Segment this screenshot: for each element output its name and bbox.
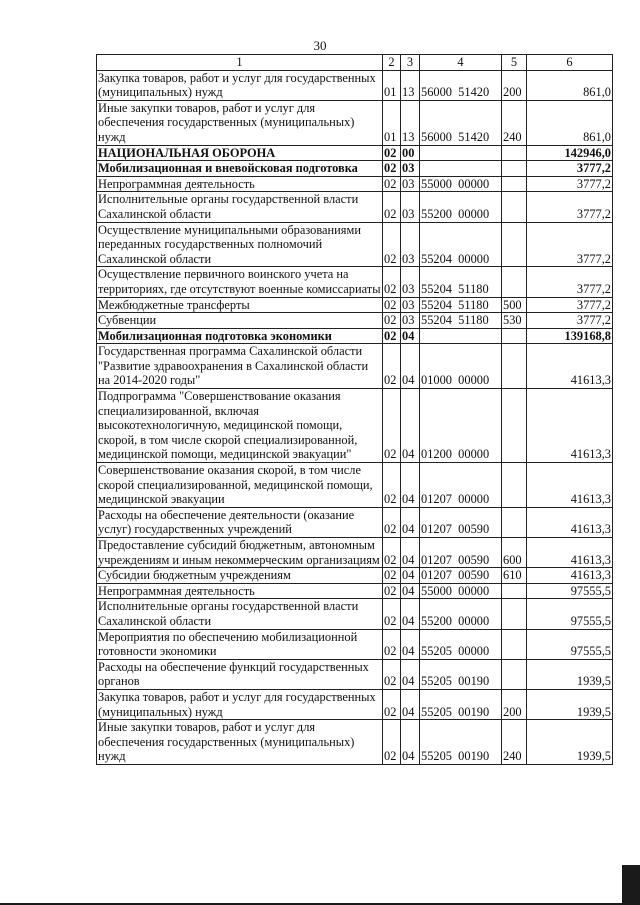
row-amount: 41613,3 — [527, 568, 613, 584]
row-amount: 1939,5 — [527, 720, 613, 765]
row-section: 02 — [383, 328, 401, 344]
row-name: НАЦИОНАЛЬНАЯ ОБОРОНА — [97, 145, 383, 161]
row-amount: 861,0 — [527, 70, 613, 100]
row-amount: 139168,8 — [527, 328, 613, 344]
row-expense-type — [502, 463, 527, 508]
budget-table — [96, 54, 613, 765]
row-section: 01 — [383, 100, 401, 145]
row-amount: 3777,2 — [527, 176, 613, 192]
row-subsection: 03 — [401, 297, 420, 313]
row-amount: 1939,5 — [527, 659, 613, 689]
row-subsection: 04 — [401, 507, 420, 537]
row-name: Осуществление муниципальными образованиями переданных государственных полномочий Сахалинской области — [97, 222, 383, 267]
row-name: Мобилизационная и вневойсковая подготовка — [97, 161, 383, 177]
row-section: 02 — [383, 176, 401, 192]
row-subsection: 03 — [401, 192, 420, 222]
row-amount: 861,0 — [527, 100, 613, 145]
row-amount: 97555,5 — [527, 629, 613, 659]
row-subsection: 00 — [401, 145, 420, 161]
row-target-code — [420, 145, 502, 161]
row-section: 02 — [383, 222, 401, 267]
table-row — [97, 70, 613, 100]
table-row — [97, 297, 613, 313]
row-target-code: 01000 00000 — [420, 344, 502, 389]
row-expense-type: 200 — [502, 689, 527, 719]
table-row — [97, 100, 613, 145]
table-row — [97, 192, 613, 222]
table-row — [97, 629, 613, 659]
row-target-code: 55204 51180 — [420, 267, 502, 297]
header-col-5: 5 — [502, 55, 527, 71]
row-name: Иные закупки товаров, работ и услуг для обеспечения государственных (муниципальных) нужд — [97, 100, 383, 145]
row-expense-type: 240 — [502, 100, 527, 145]
table-row — [97, 689, 613, 719]
table-row — [97, 583, 613, 599]
header-col-6: 6 — [527, 55, 613, 71]
row-target-code: 01207 00590 — [420, 507, 502, 537]
table-row — [97, 222, 613, 267]
row-target-code: 55204 00000 — [420, 222, 502, 267]
row-amount: 142946,0 — [527, 145, 613, 161]
row-amount: 97555,5 — [527, 599, 613, 629]
row-section: 02 — [383, 689, 401, 719]
row-target-code: 56000 51420 — [420, 70, 502, 100]
table-row — [97, 313, 613, 329]
row-section: 02 — [383, 145, 401, 161]
row-expense-type — [502, 176, 527, 192]
row-name: Межбюджетные трансферты — [97, 297, 383, 313]
row-amount: 3777,2 — [527, 267, 613, 297]
row-expense-type — [502, 583, 527, 599]
row-target-code: 55000 00000 — [420, 176, 502, 192]
table-row — [97, 599, 613, 629]
table-row — [97, 145, 613, 161]
row-subsection: 13 — [401, 100, 420, 145]
row-name: Осуществление первичного воинского учета на территориях, где отсутствуют военные комиссариаты — [98, 267, 381, 296]
row-section: 02 — [383, 629, 401, 659]
row-subsection: 04 — [401, 389, 420, 463]
row-name: Расходы на обеспечение функций государственных органов — [97, 659, 383, 689]
row-subsection: 04 — [401, 328, 420, 344]
row-target-code: 01200 00000 — [420, 389, 502, 463]
row-subsection: 03 — [401, 161, 420, 177]
row-target-code: 55205 00000 — [420, 629, 502, 659]
row-name: Субвенции — [97, 313, 383, 329]
row-subsection: 04 — [401, 599, 420, 629]
row-amount: 41613,3 — [527, 538, 613, 568]
row-expense-type — [502, 389, 527, 463]
row-expense-type — [502, 222, 527, 267]
row-section: 02 — [383, 720, 401, 765]
row-target-code: 01207 00000 — [420, 463, 502, 508]
row-name: Подпрограмма "Совершенствование оказания специализированной, включая высокотехнологичную, медицинской помощи, скорой, в том числе скорой специализированной, медицинской помощи, медицинской эвакуации" — [97, 389, 383, 463]
row-section: 02 — [383, 463, 401, 508]
row-section: 02 — [383, 538, 401, 568]
row-expense-type — [502, 328, 527, 344]
row-section: 02 — [383, 507, 401, 537]
scan-corner-mark — [622, 865, 640, 905]
table-row — [97, 344, 613, 389]
header-col-1: 1 — [97, 55, 383, 71]
row-name: Непрограммная деятельность — [97, 176, 383, 192]
header-col-2: 2 — [383, 55, 401, 71]
row-expense-type: 500 — [502, 297, 527, 313]
row-subsection: 04 — [401, 720, 420, 765]
row-section: 02 — [383, 344, 401, 389]
row-name: Расходы на обеспечение деятельности (оказание услуг) государственных учреждений — [97, 507, 383, 537]
row-target-code: 55204 51180 — [420, 313, 502, 329]
row-name: Исполнительные органы государственной власти Сахалинской области — [97, 599, 383, 629]
row-subsection: 04 — [401, 629, 420, 659]
row-section: 02 — [383, 389, 401, 463]
row-target-code: 55000 00000 — [420, 583, 502, 599]
row-section: 01 — [383, 70, 401, 100]
row-section: 02 — [383, 297, 401, 313]
row-section: 02 — [383, 659, 401, 689]
row-subsection: 04 — [401, 344, 420, 389]
row-name: Исполнительные органы государственной власти Сахалинской области — [97, 192, 383, 222]
row-name: Предоставление субсидий бюджетным, автономным учреждениям и иным некоммерческим организациям — [97, 538, 383, 568]
row-name: Иные закупки товаров, работ и услуг для обеспечения государственных (муниципальных) нужд — [97, 720, 383, 765]
row-target-code: 55200 00000 — [420, 192, 502, 222]
row-subsection: 03 — [401, 222, 420, 267]
row-name: Непрограммная деятельность — [97, 583, 383, 599]
row-expense-type: 600 — [502, 538, 527, 568]
table-row — [97, 267, 613, 297]
table-row — [97, 568, 613, 584]
row-subsection: 03 — [401, 313, 420, 329]
row-target-code: 55200 00000 — [420, 599, 502, 629]
table-row — [97, 328, 613, 344]
table-row — [97, 463, 613, 508]
row-expense-type — [502, 629, 527, 659]
row-amount: 41613,3 — [527, 507, 613, 537]
row-subsection: 04 — [401, 463, 420, 508]
row-amount: 3777,2 — [527, 192, 613, 222]
row-expense-type — [502, 659, 527, 689]
row-section: 02 — [383, 583, 401, 599]
row-amount: 3777,2 — [527, 161, 613, 177]
row-expense-type: 610 — [502, 568, 527, 584]
row-subsection: 04 — [401, 689, 420, 719]
row-name: Государственная программа Сахалинской области "Развитие здравоохранения в Сахалинской области на 2014-2020 годы" — [97, 344, 383, 389]
row-name: Субсидии бюджетным учреждениям — [97, 568, 383, 584]
row-expense-type — [502, 192, 527, 222]
row-amount: 97555,5 — [527, 583, 613, 599]
row-target-code — [420, 328, 502, 344]
row-expense-type — [502, 344, 527, 389]
row-expense-type: 200 — [502, 70, 527, 100]
row-name: Закупка товаров, работ и услуг для государственных (муниципальных) нужд — [97, 70, 383, 100]
row-subsection: 03 — [401, 176, 420, 192]
table-header-row — [97, 55, 613, 71]
table-row — [97, 659, 613, 689]
table-row — [97, 507, 613, 537]
row-target-code: 55204 51180 — [420, 297, 502, 313]
row-amount: 41613,3 — [527, 344, 613, 389]
row-amount: 41613,3 — [527, 389, 613, 463]
row-expense-type — [502, 507, 527, 537]
row-name: Закупка товаров, работ и услуг для государственных (муниципальных) нужд — [97, 689, 383, 719]
row-section: 02 — [383, 313, 401, 329]
row-expense-type — [502, 145, 527, 161]
table-row — [97, 538, 613, 568]
row-subsection: 13 — [401, 70, 420, 100]
row-subsection: 04 — [401, 583, 420, 599]
header-col-3: 3 — [401, 55, 420, 71]
table-row — [97, 720, 613, 765]
row-subsection: 03 — [401, 267, 420, 297]
row-section: 02 — [383, 267, 401, 297]
row-section: 02 — [383, 161, 401, 177]
row-target-code — [420, 161, 502, 177]
row-expense-type — [502, 267, 527, 297]
row-section: 02 — [383, 192, 401, 222]
row-expense-type — [502, 161, 527, 177]
row-subsection: 04 — [401, 568, 420, 584]
row-amount: 3777,2 — [527, 222, 613, 267]
row-target-code: 55205 00190 — [420, 659, 502, 689]
table-row — [97, 389, 613, 463]
row-subsection: 04 — [401, 538, 420, 568]
row-expense-type — [502, 599, 527, 629]
table-row — [97, 176, 613, 192]
row-target-code: 55205 00190 — [420, 720, 502, 765]
row-expense-type: 530 — [502, 313, 527, 329]
row-expense-type: 240 — [502, 720, 527, 765]
row-target-code: 01207 00590 — [420, 538, 502, 568]
row-name: Мобилизационная подготовка экономики — [97, 328, 383, 344]
header-col-4: 4 — [420, 55, 502, 71]
row-amount: 41613,3 — [527, 463, 613, 508]
row-target-code: 55205 00190 — [420, 689, 502, 719]
row-amount: 3777,2 — [527, 297, 613, 313]
row-name: Мероприятия по обеспечению мобилизационной готовности экономики — [97, 629, 383, 659]
row-target-code: 01207 00590 — [420, 568, 502, 584]
page-number: 30 — [313, 38, 327, 53]
row-amount: 3777,2 — [527, 313, 613, 329]
row-target-code: 56000 51420 — [420, 100, 502, 145]
row-amount: 1939,5 — [527, 689, 613, 719]
row-section: 02 — [383, 568, 401, 584]
row-subsection: 04 — [401, 659, 420, 689]
row-section: 02 — [383, 599, 401, 629]
table-row — [97, 161, 613, 177]
row-name: Совершенствование оказания скорой, в том числе скорой специализированной, медицинской помощи, медицинской эвакуации — [97, 463, 383, 508]
